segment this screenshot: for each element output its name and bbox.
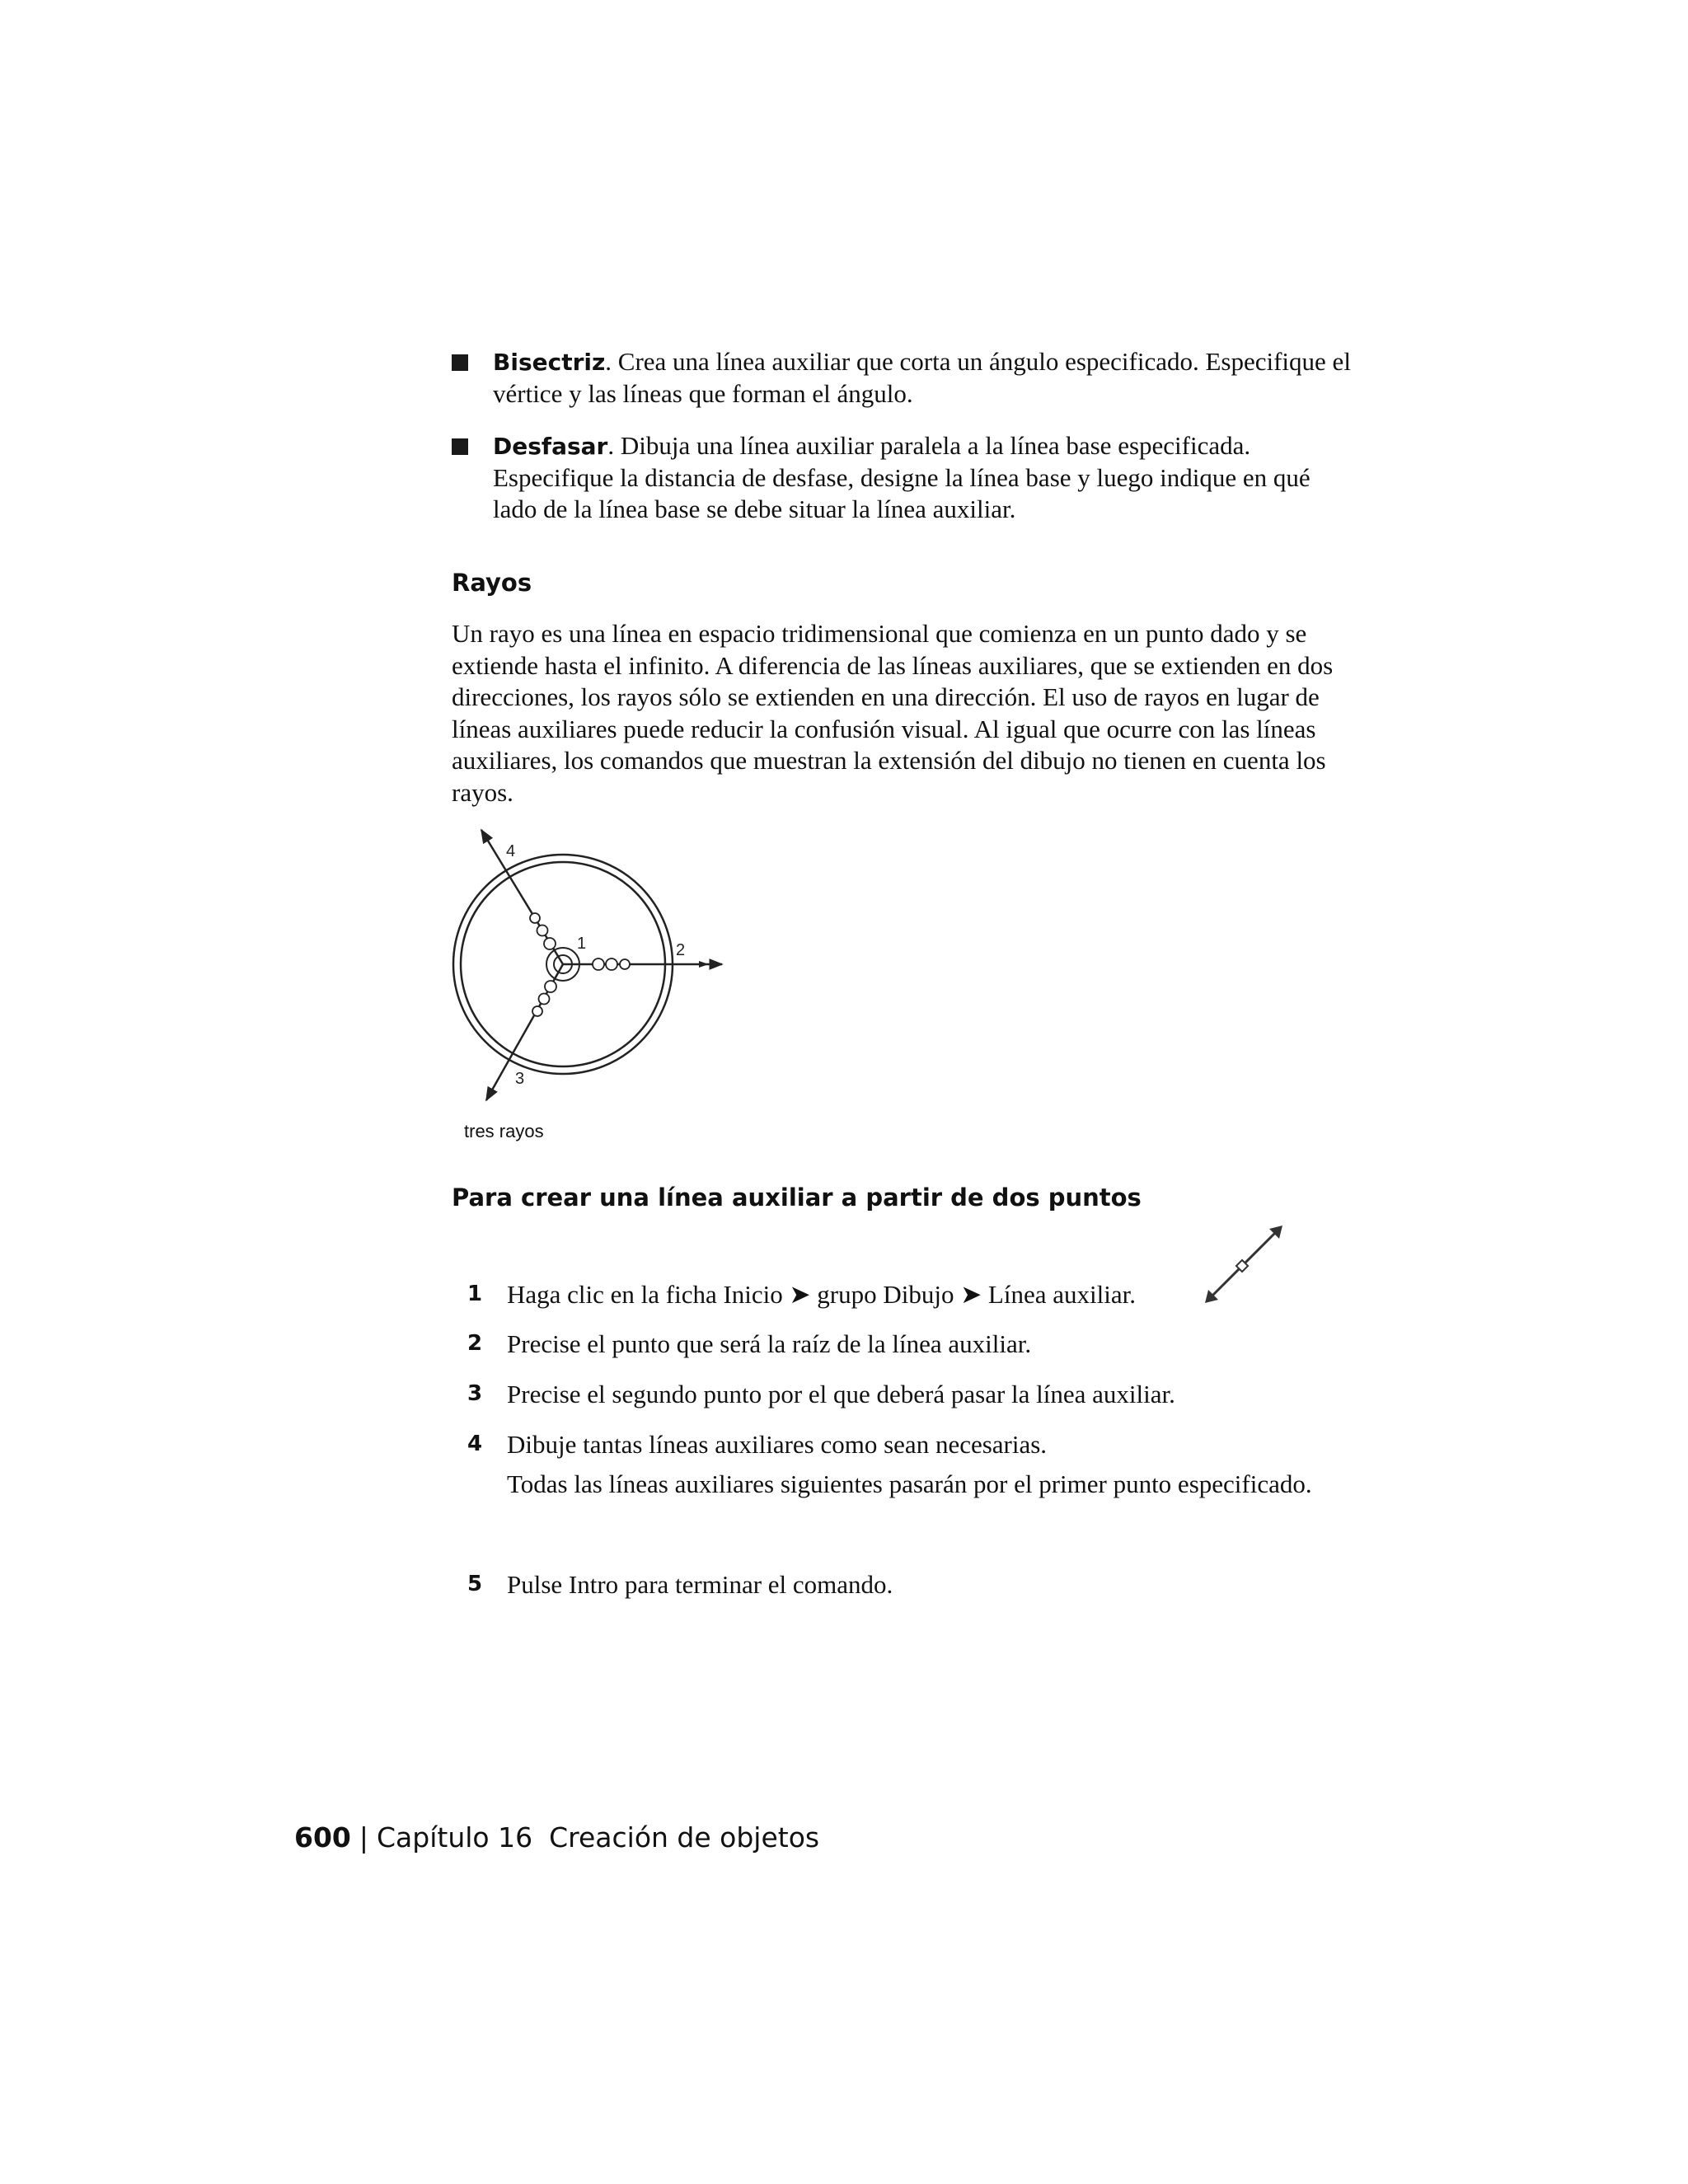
bullet-description: . Dibuja una línea auxiliar paralela a la línea base especificada. Especifique la distancia de desfase, designe la línea base y luego indique en qué lado de la línea base se debe situar la línea auxiliar. — [493, 431, 1311, 523]
ray-4-point — [537, 926, 548, 936]
page-footer — [294, 1821, 819, 1854]
ray-3-point — [539, 994, 550, 1005]
step-number: 3 — [467, 1381, 483, 1406]
step-text: Precise el punto que será la raíz de la línea auxiliar. — [507, 1329, 1032, 1358]
ray-2-point — [606, 958, 617, 970]
step-text: Precise el segundo punto por el que deberá pasar la línea auxiliar. — [507, 1380, 1175, 1408]
step-number: 4 — [467, 1432, 483, 1456]
figure-label-1: 1 — [577, 935, 587, 953]
ray-3-point — [545, 981, 556, 992]
bullet-description: . Crea una línea auxiliar que corta un ángulo especificado. Especifique el vértice y las líneas que forman el ángulo. — [493, 347, 1351, 408]
ray-2-point — [620, 959, 630, 969]
bullet-term: Desfasar — [493, 433, 608, 460]
figure-label-2: 2 — [676, 941, 686, 959]
bullet-square-icon — [452, 438, 468, 455]
figure-label-3: 3 — [515, 1070, 525, 1088]
chapter-label: Capítulo 16 — [377, 1821, 533, 1854]
ray-4-point — [530, 913, 540, 923]
step-text: Haga clic en la ficha Inicio ➤ grupo Dibujo ➤ Línea auxiliar. — [507, 1280, 1136, 1309]
ray-2-arrow-extra — [699, 961, 709, 968]
three-rays-figure — [452, 820, 748, 1117]
figure-label-4: 4 — [506, 842, 516, 860]
bullet-term: Bisectriz — [493, 349, 606, 376]
procedure-heading: Para crear una línea auxiliar a partir de dos puntos — [452, 1183, 1142, 1212]
bullet-square-icon — [452, 354, 468, 371]
footer-separator: | — [359, 1821, 369, 1854]
step-note: Todas las líneas auxiliares siguientes pasarán por el primer punto especificado. — [507, 1469, 1312, 1498]
page-number: 600 — [294, 1821, 351, 1854]
bullet-text — [493, 430, 1358, 525]
step-number: 5 — [467, 1572, 483, 1596]
figure-caption: tres rayos — [464, 1121, 544, 1141]
ray-4-point — [544, 938, 556, 949]
section-heading-rayos: Rayos — [452, 569, 532, 597]
ray-3-point — [532, 1006, 542, 1016]
bullet-text — [493, 346, 1358, 410]
step-text: Dibuje tantas líneas auxiliares como sean necesarias. — [507, 1430, 1048, 1459]
step-number: 1 — [467, 1282, 483, 1306]
rays-paragraph: Un rayo es una línea en espacio tridimensional que comienza en un punto dado y se extiende hasta el infinito. A diferencia de las líneas auxiliares, que se extienden en dos direcciones, los rayos sólo se extienden en una dirección. El uso de rayos en lugar de líneas auxiliares puede reducir la confusión visual. Al igual que ocurre con las líneas auxiliares, los comandos que muestran la extensión del dibujo no tienen en cuenta los rayos. — [452, 619, 1334, 807]
ray-2-point — [593, 958, 604, 970]
step-number: 2 — [467, 1331, 483, 1356]
step-text: Pulse Intro para terminar el comando. — [507, 1570, 893, 1599]
chapter-title: Creación de objetos — [549, 1821, 820, 1854]
